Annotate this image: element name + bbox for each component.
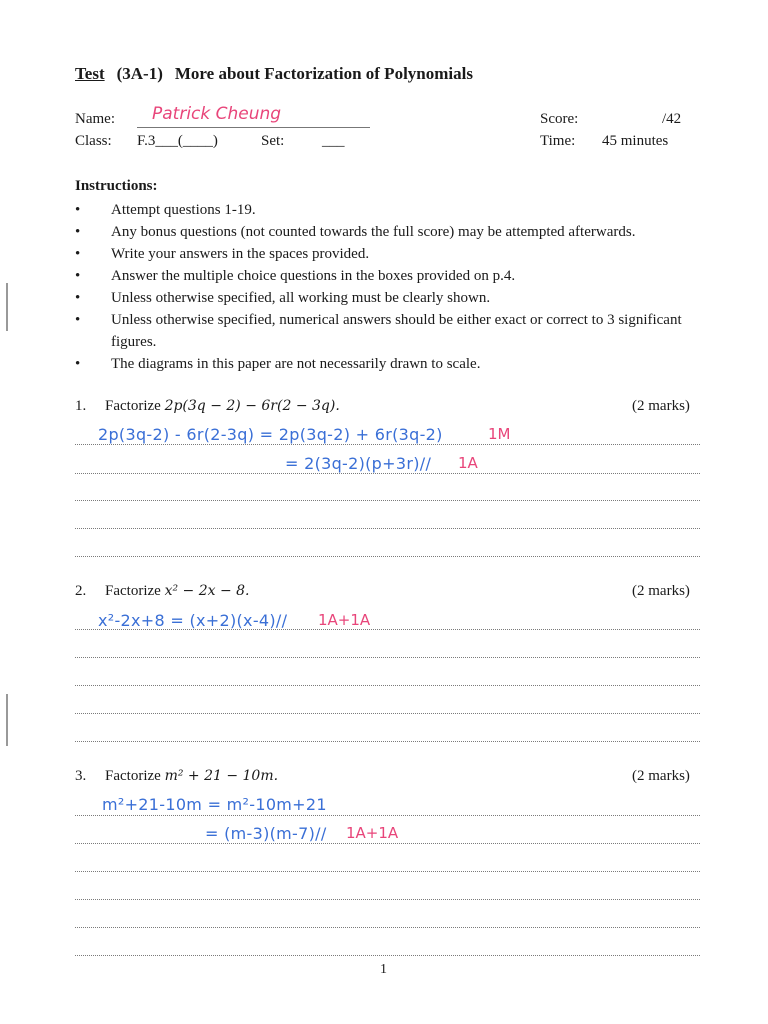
question-1-number: 1. [75,398,87,414]
class-label: Class: [75,133,112,149]
question-2-mark-1: 1A+1A [318,611,371,629]
class-value: F.3___(____) [137,133,218,149]
time-label: Time: [540,133,576,149]
answer-line [75,444,700,445]
question-3-prompt: Factorize m² + 21 − 10m. [105,768,279,784]
answer-line [75,955,700,956]
set-label: Set: [261,133,285,149]
time-value: 45 minutes [602,133,669,149]
name-underline [137,127,370,128]
answer-line [75,741,700,742]
question-3-answer-line-2: = (m-3)(m-7)// [205,824,327,843]
question-3-expression: m² + 21 − 10m. [164,768,279,784]
answer-line [75,899,700,900]
instruction-item: • Answer the multiple choice questions in the boxes provided on p.4. [75,265,695,287]
answer-line [75,657,700,658]
question-1-expression: 2p(3q − 2) − 6r(2 − 3q). [164,398,340,414]
answer-line [75,927,700,928]
instruction-item: • Write your answers in the spaces provided. [75,243,695,265]
question-1-answer-line-1: 2p(3q-2) - 6r(2-3q) = 2p(3q-2) + 6r(3q-2) [98,425,443,444]
question-2-marks: (2 marks) [632,583,690,599]
score-value: /42 [662,111,682,127]
name-label: Name: [75,111,115,127]
question-3-answer-line-1: m²+21-10m = m²-10m+21 [102,795,327,814]
instruction-item: • The diagrams in this paper are not necessarily drawn to scale. [75,353,695,375]
question-1-mark-2: 1A [458,454,478,472]
question-3-number: 3. [75,768,87,784]
binding-mark [6,283,8,331]
name-value-handwritten: Patrick Cheung [152,104,282,124]
question-1-answer-line-2: = 2(3q-2)(p+3r)// [285,454,432,473]
answer-line [75,685,700,686]
question-2-expression: x² − 2x − 8. [164,583,250,599]
instructions-list [75,199,695,375]
bullet-icon: • [75,202,81,218]
set-value: ___ [322,133,345,149]
question-2-prompt: Factorize x² − 2x − 8. [105,583,250,599]
title-main: More about Factorization of Polynomials [174,64,473,83]
answer-line [75,556,700,557]
question-3-mark-2: 1A+1A [346,824,399,842]
question-2-number: 2. [75,583,87,599]
bullet-icon: • [75,312,81,328]
bullet-icon: • [75,224,81,240]
answer-line [75,629,700,630]
instruction-item: • Attempt questions 1-19. [75,199,695,221]
question-1-prompt: Factorize 2p(3q − 2) − 6r(2 − 3q). [105,398,340,414]
instruction-item: • Any bonus questions (not counted towards the full score) may be attempted afterwards. [75,221,695,243]
answer-line [75,473,700,474]
title-code: (3A-1) [116,64,163,83]
question-1-mark-1: 1M [488,425,511,443]
answer-line [75,843,700,844]
bullet-icon: • [75,268,81,284]
page-number: 1 [380,962,387,977]
question-3-marks: (2 marks) [632,768,690,784]
test-title [75,64,473,84]
bullet-icon: • [75,356,81,372]
instruction-item: • Unless otherwise specified, numerical answers should be either exact or correct to 3 significant figures. [75,309,695,353]
instruction-item: • Unless otherwise specified, all working must be clearly shown. [75,287,695,309]
score-label: Score: [540,111,579,127]
instructions-heading: Instructions: [75,178,158,194]
answer-line [75,500,700,501]
answer-line [75,713,700,714]
bullet-icon: • [75,290,81,306]
question-2-answer-line-1: x²-2x+8 = (x+2)(x-4)// [98,611,288,630]
answer-line [75,528,700,529]
question-1-marks: (2 marks) [632,398,690,414]
binding-mark [6,694,8,746]
answer-line [75,815,700,816]
title-test-word: Test [75,64,105,83]
bullet-icon: • [75,246,81,262]
answer-line [75,871,700,872]
